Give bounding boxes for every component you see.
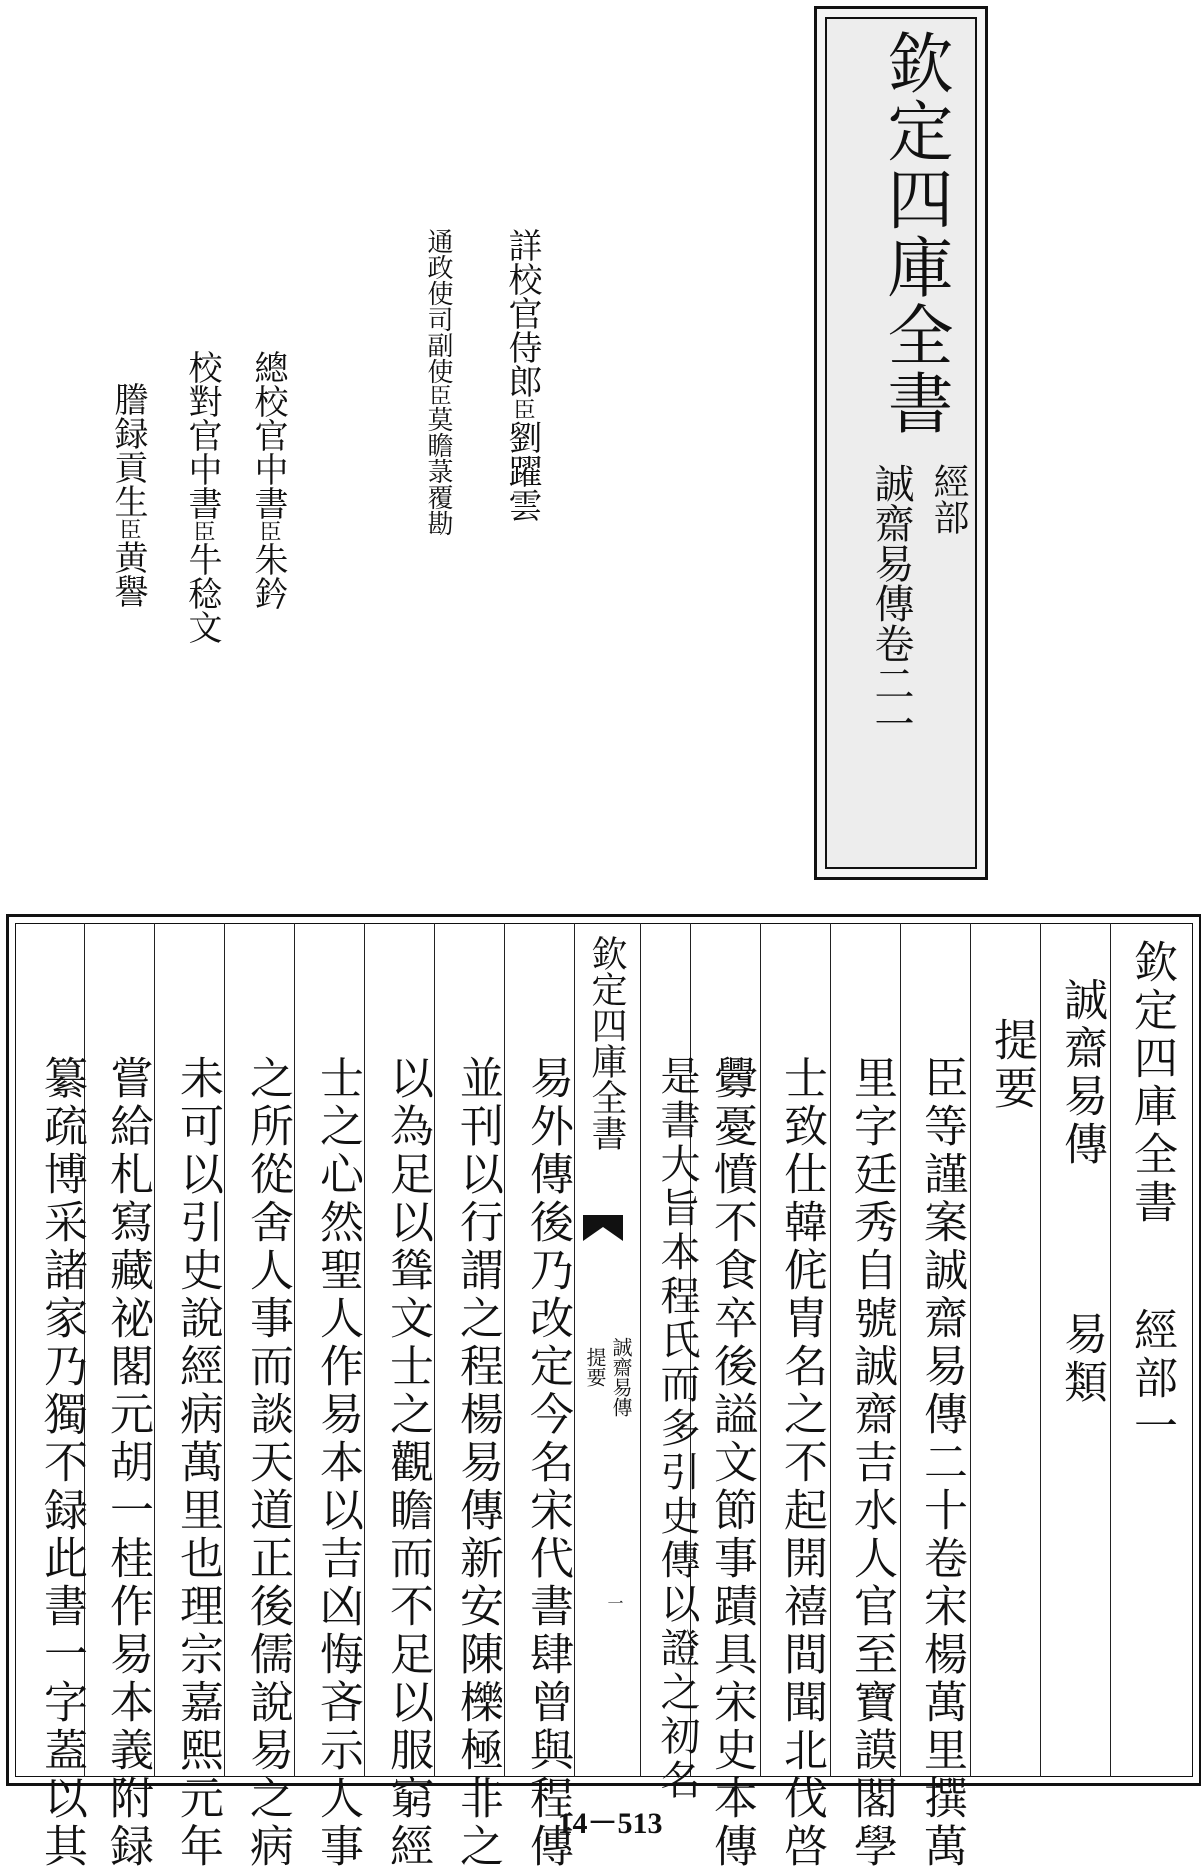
text-column: 並刊以行謂之程楊易傳新安陳櫟極非之 bbox=[452, 1055, 503, 1871]
tiyao-heading: 提要 bbox=[986, 1017, 1037, 1113]
banxin-section: 提要 bbox=[583, 1347, 607, 1387]
title-slip bbox=[814, 6, 988, 880]
official-name: 劉躍雲 bbox=[502, 420, 542, 522]
slip-section: 經部 bbox=[928, 463, 969, 535]
banxin-title: 欽定四庫全書 bbox=[586, 935, 627, 1151]
text-column: 以為足以聳文士之觀瞻而不足以服窮經 bbox=[382, 1055, 433, 1871]
official-chen: 臣 bbox=[426, 384, 451, 406]
official-name: 莫瞻菉覆勘 bbox=[423, 406, 453, 536]
page-header-section: 經部一 bbox=[1126, 1307, 1177, 1451]
official-chen: 臣 bbox=[116, 518, 141, 540]
text-column: 士之心然聖人作易本以吉凶悔吝示人事 bbox=[312, 1055, 363, 1871]
page-header-collection: 欽定四庫全書 bbox=[1126, 939, 1177, 1227]
text-column: 臣等謹案誠齋易傳二十卷宋楊萬里撰萬 bbox=[916, 1055, 967, 1871]
official-title: 謄録貢生 bbox=[108, 382, 148, 518]
official-chen: 臣 bbox=[190, 520, 215, 542]
text-column: 士致仕韓侂胄名之不起開禧間聞北伐啓 bbox=[776, 1055, 827, 1871]
text-column: 嘗給札寫藏祕閣元胡一桂作易本義附録 bbox=[102, 1055, 153, 1871]
page-number: 14－513 bbox=[557, 1807, 663, 1840]
banxin-rule bbox=[640, 923, 641, 1777]
text-column: 是書大旨本程氏而多引史傳以證之初名 bbox=[654, 1055, 700, 1803]
official-chen: 臣 bbox=[510, 398, 535, 420]
slip-title: 欽定四庫全書 bbox=[876, 29, 953, 437]
text-column: 易外傳後乃改定今名宋代書肆曾與程傳 bbox=[522, 1055, 573, 1871]
banxin-page: 一 bbox=[605, 1595, 624, 1611]
book-title: 誠齋易傳 bbox=[1056, 977, 1107, 1169]
official-reviewer bbox=[420, 228, 457, 536]
official-name: 黄譽 bbox=[108, 540, 148, 608]
text-column: 纂疏博采諸家乃獨不録此書一字蓋以其 bbox=[36, 1055, 87, 1871]
text-column: 里字廷秀自號誠齋吉水人官至寶謨閣學 bbox=[846, 1055, 897, 1871]
official-name: 朱鈐 bbox=[248, 542, 288, 610]
official-title: 校對官中書 bbox=[182, 350, 222, 520]
official-name: 牛稔文 bbox=[182, 542, 222, 644]
banxin-book-title: 誠齋易傳 bbox=[609, 1337, 633, 1417]
text-column: 釁憂憤不食卒後謚文節事蹟具宋史本傳 bbox=[706, 1055, 757, 1871]
official-title: 總校官中書 bbox=[248, 350, 288, 520]
title-slip-inner-frame bbox=[825, 17, 977, 869]
slip-book-title: 誠齋易傳卷二一 bbox=[868, 463, 914, 743]
official-chief-proofreader bbox=[244, 350, 293, 610]
fish-tail-mark bbox=[583, 1215, 623, 1241]
official-chen: 臣 bbox=[256, 520, 281, 542]
official-detailed-proofreader bbox=[498, 228, 547, 522]
official-title: 詳校官侍郎 bbox=[502, 228, 542, 398]
official-collator bbox=[178, 350, 227, 644]
official-copyist bbox=[104, 382, 153, 608]
text-column: 未可以引史說經病萬里也理宗嘉熙元年 bbox=[172, 1055, 223, 1871]
official-title: 通政使司副使 bbox=[423, 228, 453, 384]
text-column: 之所從舍人事而談天道正後儒說易之病 bbox=[242, 1055, 293, 1871]
category: 易類 bbox=[1056, 1311, 1107, 1407]
